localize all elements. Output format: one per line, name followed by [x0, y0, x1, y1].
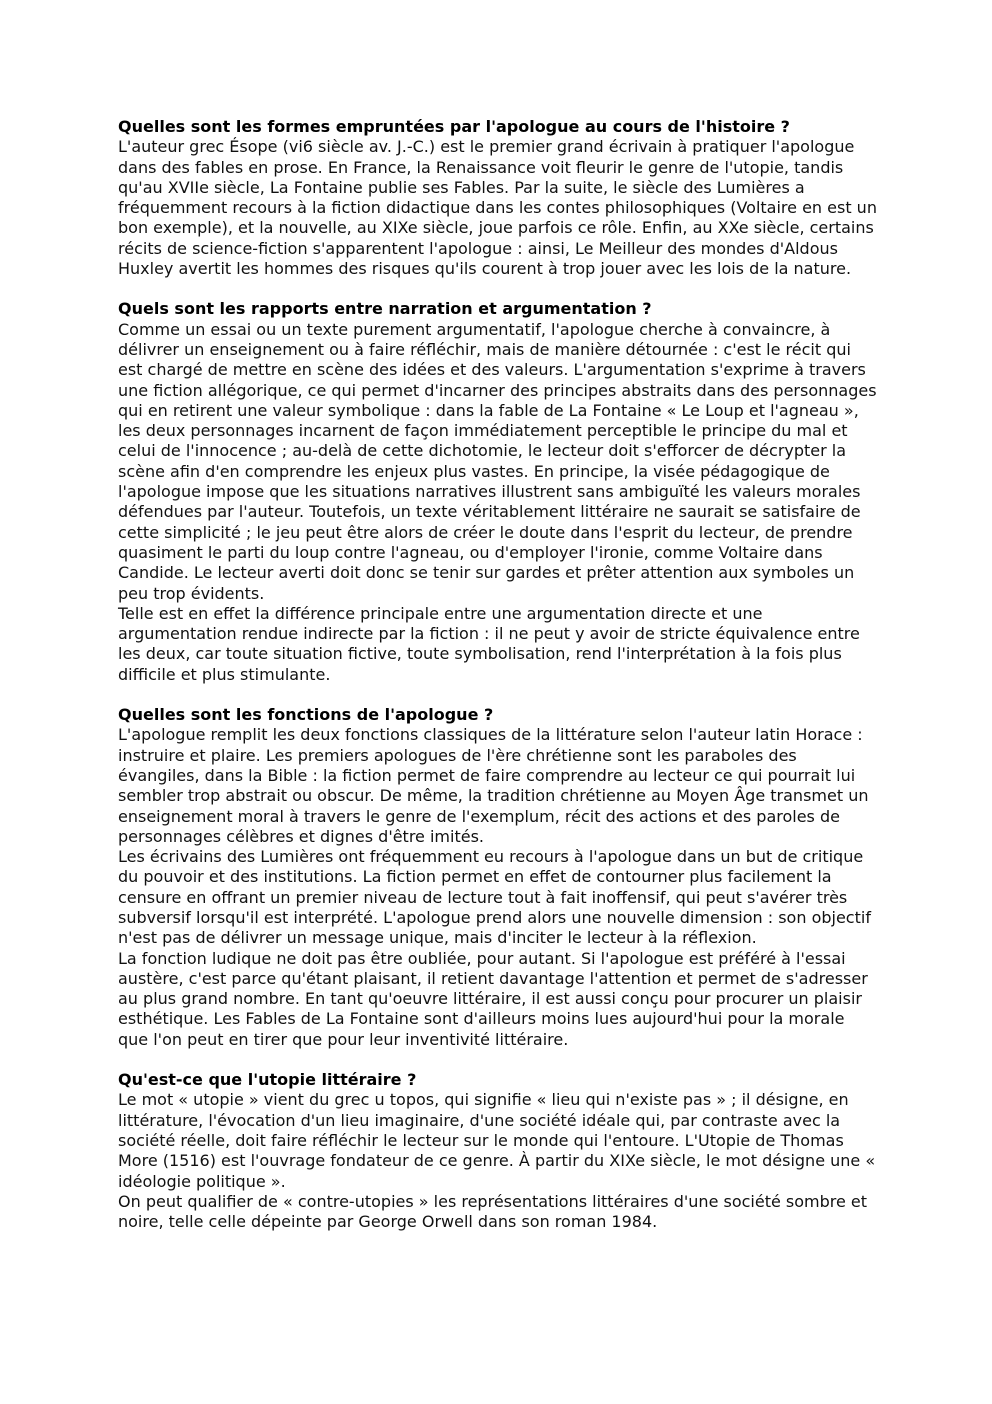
section-narration-argumentation	[118, 299, 878, 685]
section-heading: Qu'est-ce que l'utopie littéraire ?	[118, 1070, 417, 1090]
document-page	[118, 117, 878, 1252]
paragraph: Telle est en effet la différence principale entre une argumentation directe et une argumentation rendue indirecte par la fiction : il ne peut y avoir de stricte équivalence entre les deux, car toute situation fictive, toute symbolisation, rend l'interprétation à la fois plus difficile et plus stimulante.	[118, 603, 860, 684]
paragraph: Le mot « utopie » vient du grec u topos, qui signifie « lieu qui n'existe pas » ; il désigne, en littérature, l'évocation d'un lieu imaginaire, d'une société idéale qui, par contraste avec la société réelle, doit faire réfléchir le lecteur sur le monde qui l'entoure. L'Utopie de Thomas More (1516) est l'ouvrage fondateur de ce genre. À partir du XIXe siècle, le mot désigne une « idéologie politique ».	[118, 1090, 876, 1191]
section-heading: Quelles sont les formes empruntées par l'apologue au cours de l'histoire ?	[118, 117, 790, 136]
paragraph: La fonction ludique ne doit pas être oubliée, pour autant. Si l'apologue est préféré à l'essai austère, c'est parce qu'étant plaisant, il retient davantage l'attention et permet de s'adresser au plus grand nombre. En tant qu'oeuvre littéraire, il est aussi conçu pour procurer un plaisir esthétique. Les Fables de La Fontaine sont d'ailleurs moins lues aujourd'hui pour la morale que l'on peut en tirer que pour leur inventivité littéraire.	[118, 948, 868, 1049]
section-heading: Quels sont les rapports entre narration et argumentation ?	[118, 299, 652, 319]
paragraph: L'auteur grec Ésope (vi6 siècle av. J.-C.) est le premier grand écrivain à pratiquer l'apologue dans des fables en prose. En France, la Renaissance voit fleurir le genre de l'utopie, tandis qu'au XVIIe siècle, La Fontaine publie ses Fables. Par la suite, le siècle des Lumières a fréquemment recours à la fiction didactique dans les contes philosophiques (Voltaire en est un bon exemple), et la nouvelle, au XIXe siècle, joue parfois ce rôle. Enfin, au XXe siècle, certains récits de science-fiction s'apparentent l'apologue : ainsi, Le Meilleur des mondes d'Aldous Huxley avertit les hommes des risques qu'ils courent à trop jouer avec les lois de la nature.	[118, 137, 877, 279]
paragraph: Les écrivains des Lumières ont fréquemment eu recours à l'apologue dans un but de critique du pouvoir et des institutions. La fiction permet en effet de contourner plus facilement la censure en offrant un premier niveau de lecture tout à fait inoffensif, qui peut s'avérer très subversif lorsqu'il est interprété. L'apologue prend alors une nouvelle dimension : son objectif n'est pas de délivrer un message unique, mais d'inciter le lecteur à la réflexion.	[118, 847, 871, 948]
section-fonctions	[118, 705, 878, 1050]
section-heading: Quelles sont les fonctions de l'apologue ?	[118, 705, 494, 725]
paragraph: L'apologue remplit les deux fonctions classiques de la littérature selon l'auteur latin Horace : instruire et plaire. Les premiers apologues de l'ère chrétienne sont les paraboles des évangiles, dans la Bible : la fiction permet de faire comprendre au lecteur ce qui pourrait lui sembler trop abstrait ou obscur. De même, la tradition chrétienne au Moyen Âge transmet un enseignement moral à travers le genre de l'exemplum, récit des actions et des paroles de personnages célèbres et dignes d'être imités.	[118, 725, 869, 846]
paragraph: On peut qualifier de « contre-utopies » les représentations littéraires d'une société sombre et noire, telle celle dépeinte par George Orwell dans son roman 1984.	[118, 1191, 868, 1232]
section-utopie	[118, 1070, 878, 1232]
paragraph: Comme un essai ou un texte purement argumentatif, l'apologue cherche à convaincre, à délivrer un enseignement ou à faire réfléchir, mais de manière détournée : c'est le récit qui est chargé de mettre en scène des idées et des valeurs. L'argumentation s'exprime à travers une fiction allégorique, ce qui permet d'incarner des principes abstraits dans des personnages qui en retirent une valeur symbolique : dans la fable de La Fontaine « Le Loup et l'agneau », les deux personnages incarnent de façon immédiatement perceptible le principe du mal et celui de l'innocence ; au-delà de cette dichotomie, le lecteur doit s'efforcer de décrypter la scène afin d'en comprendre les enjeux plus vastes. En principe, la visée pédagogique de l'apologue impose que les situations narratives illustrent sans ambiguïté les valeurs morales défendues par l'auteur. Toutefois, un texte véritablement littéraire ne saurait se satisfaire de cette simplicité ; le jeu peut être alors de créer le doute dans l'esprit du lecteur, de prendre quasiment le parti du loup contre l'agneau, ou d'employer l'ironie, comme Voltaire dans Candide. Le lecteur averti doit donc se tenir sur gardes et prêter attention aux symboles un peu trop évidents.	[118, 319, 877, 603]
section-formes	[118, 117, 878, 279]
